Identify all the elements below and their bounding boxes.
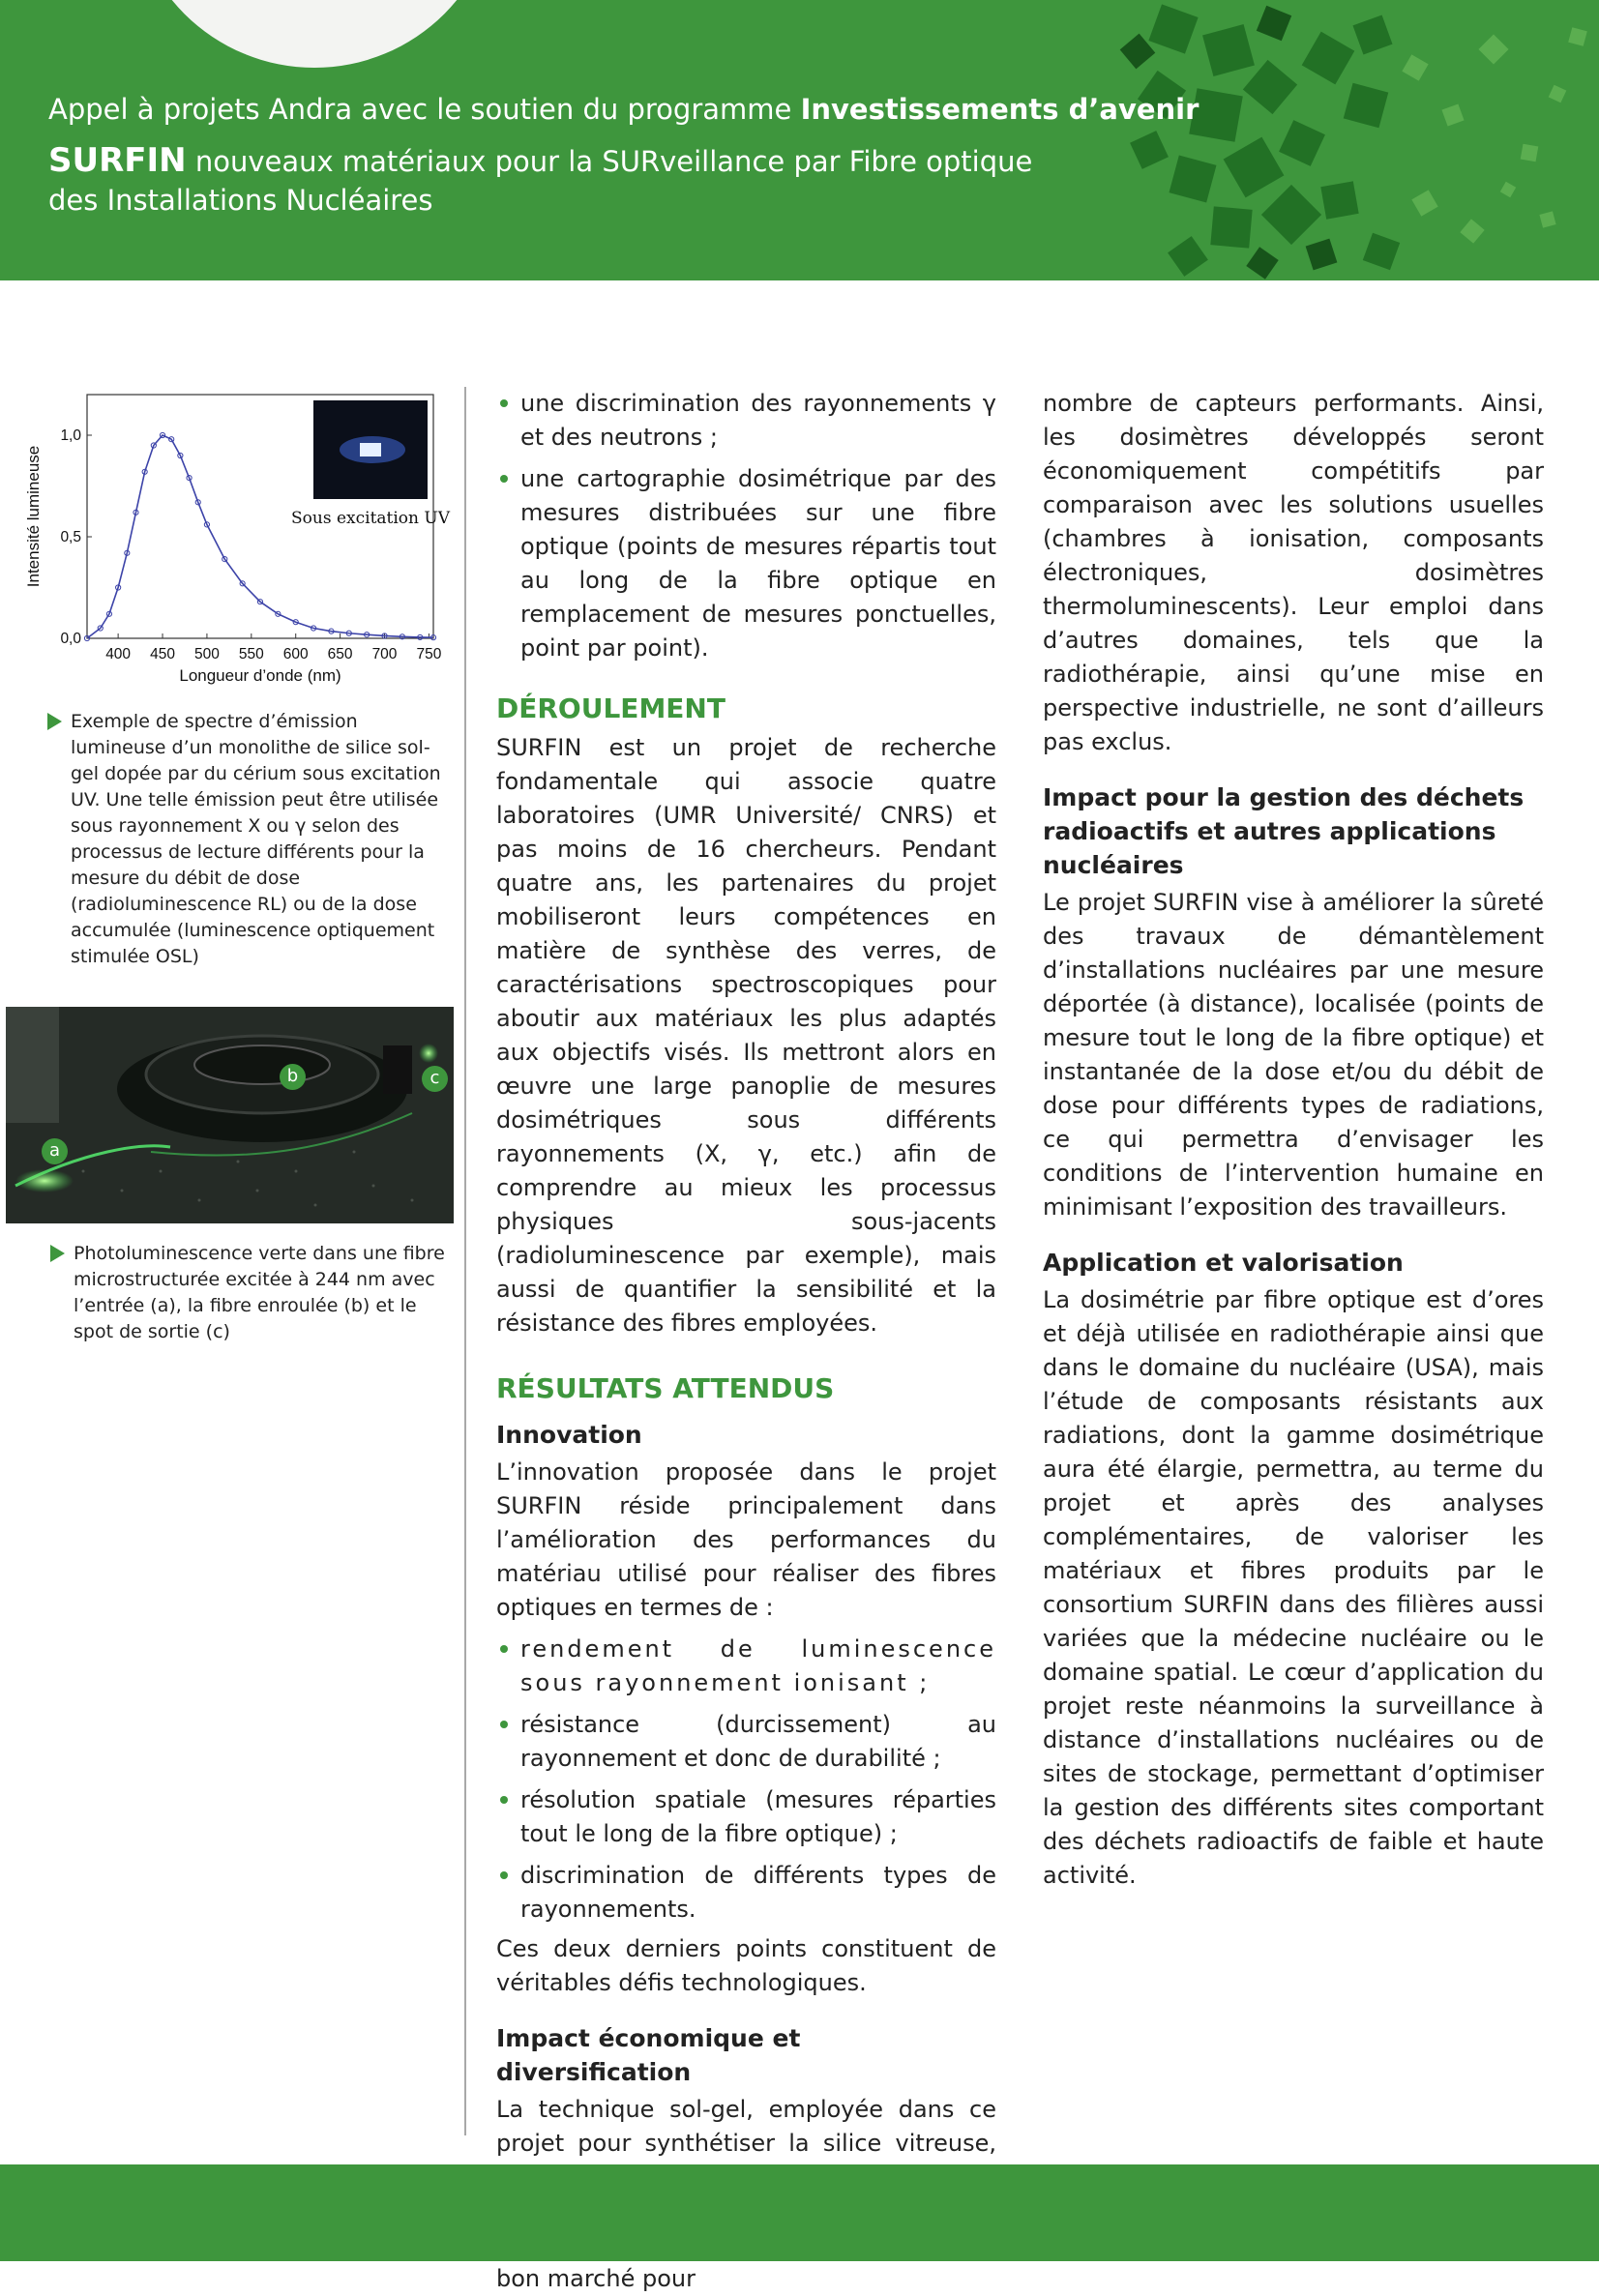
list-item: discrimination de différents types de rayonnements.: [496, 1859, 996, 1927]
figure2-caption: Photoluminescence verte dans une fibre microstructurée excitée à 244 nm avec l’entrée (a), la fibre enroulée (b) et le spot de sortie (c): [74, 1241, 460, 1345]
paragraph-deroulement: SURFIN est un projet de recherche fondamentale qui associe quatre laboratoires (UMR Université/ CNRS) et pas moins de 16 chercheurs. Pendant quatre ans, les partenaires du projet mobiliseront leurs compétences en matière de synthèse des verres, de caractérisations spectroscopiques pour aboutir aux matériaux les plus adaptés aux objectifs visés. Ils mettront alors en œuvre une large panoplie de mesures dosimétriques sous différents rayonnements (X, γ, etc.) afin de comprendre au mieux les processus physiques sous-jacents (radioluminescence par exemple), mais aussi de quantifier la sensibilité et la résistance des fibres employées.: [496, 734, 996, 1337]
heading-impact-gestion: Impact pour la gestion des déchets radioactifs et autres applications nucléaires: [1043, 783, 1525, 879]
header-banner: [0, 0, 1599, 280]
figure1-caption: Exemple de spectre d’émission lumineuse d’un monolithe de silice sol-gel dopée par du cérium sous excitation UV. Une telle émission peut être utilisée sous rayonnement X ou γ selon des processus de lecture différents pour la mesure du débit de dose (radioluminescence RL) ou de la dose accumulée (luminescence optiquement stimulée OSL): [71, 709, 458, 970]
y-tick-label: 0,5: [60, 529, 81, 545]
right-column: [1043, 387, 1544, 1893]
paragraph-impact-gestion: Le projet SURFIN vise à améliorer la sûreté des travaux de démantèlement d’installations nucléaires par une mesure déportée (à distance), localisée (points de mesure tout le long de la fibre optique) et instantanée de la dose et/ou du débit de dose pour différents types de radiations, ce qui permettra d’envisager les conditions de l’intervention humaine en minimisant l’exposition des travailleurs.: [1043, 889, 1544, 1221]
list-item: une cartographie dosimétrique par des mesures distribuées sur une fibre optique (points de mesures répartis tout au long de la fibre optique en remplacement de mesures ponctuelles, point par point).: [496, 462, 996, 665]
chart-annotation: Sous excitation UV: [291, 509, 450, 528]
header-circle-decoration: [131, 0, 498, 68]
y-tick-label: 0,0: [60, 631, 81, 647]
paragraph-defis: Ces deux derniers points constituent de véritables défis technologiques.: [496, 1935, 996, 1996]
x-tick-label: 400: [105, 646, 132, 662]
head-silhouette-icon: [1115, 0, 1599, 280]
marker-a: a: [42, 1138, 68, 1164]
middle-column: [496, 387, 996, 2296]
paragraph-continuation: nombre de capteurs performants. Ainsi, les dosimètres développés seront économiquement compétitifs par comparaison avec les solutions usuelles (chambres à ionisation, composants électroniques, dosimètres thermoluminescents). Leur emploi dans d’autres domaines, tels que la radiothérapie, ainsi qu’une mise en perspective industrielle, ne sont d’ailleurs pas exclus.: [1043, 390, 1544, 755]
heading-innovation: Innovation: [496, 1421, 642, 1449]
x-tick-label: 750: [416, 646, 442, 662]
x-tick-label: 700: [371, 646, 398, 662]
x-axis-label: Longueur d’onde (nm): [179, 666, 341, 685]
emission-spectrum-chart: [19, 387, 455, 696]
list-item: une discrimination des rayonnements γ et des neutrons ;: [496, 387, 996, 455]
caption-arrow-icon: [47, 713, 62, 730]
x-tick-label: 450: [150, 646, 175, 662]
inset-sample: [360, 443, 381, 456]
list-item: rendement de luminescence sous rayonnement ionisant ;: [496, 1633, 996, 1700]
list-item: résistance (durcissement) au rayonnement et donc de durabilité ;: [496, 1708, 996, 1776]
column-divider: [464, 387, 466, 2135]
heading-deroulement: DÉROULEMENT: [496, 692, 725, 724]
project-name: SURFIN: [48, 141, 187, 180]
list-item: résolution spatiale (mesures réparties tout le long de la fibre optique) ;: [496, 1783, 996, 1851]
heading-application: Application et valorisation: [1043, 1249, 1404, 1277]
heading-impact-economique: Impact économique et diversification: [496, 2024, 801, 2086]
bullet-list-innovation: [496, 1633, 996, 1927]
x-tick-label: 550: [238, 646, 264, 662]
paragraph-application: La dosimétrie par fibre optique est d’ores et déjà utilisée en radiothérapie ainsi que dans le domaine du nucléaire (USA), mais l’étude de composants résistants aux radiations, dont la gamme dosimétrique aura été élargie, permettra, au terme du projet et après des analyses complémentaires, de valoriser les matériaux et fibres produits par le consortium SURFIN dans des filières aussi variées que la médecine nucléaire ou le domaine spatial. Le cœur d’application du projet reste néanmoins la surveillance à distance d’installations nucléaires ou de sites de stockage, permettant d’optimiser la gestion des différents sites comportant des déchets radioactifs de faible et haute activité.: [1043, 1286, 1544, 1889]
marker-c: c: [422, 1066, 448, 1092]
y-axis-label: Intensité lumineuse: [24, 445, 43, 588]
paragraph-impact-economique: La technique sol-gel, employée dans ce projet pour synthétiser la silice vitreuse, bon marché pour: [496, 2096, 996, 2292]
paragraph-innovation: L’innovation proposée dans le projet SURFIN réside principalement dans l’amélioration des performances du matériau utilisé pour réaliser des fibres optiques en termes de :: [496, 1458, 996, 1621]
fiber-photo-illustration: [6, 1007, 454, 1223]
fiber-photo: [6, 1007, 454, 1223]
bullet-list-top: [496, 387, 996, 665]
y-tick-label: 1,0: [60, 427, 81, 444]
x-tick-label: 500: [193, 646, 220, 662]
header-intro: Appel à projets Andra avec le soutien du programme Investissements d’avenir: [48, 93, 1199, 126]
marker-b: b: [280, 1064, 306, 1090]
footer-band: [0, 2164, 1599, 2261]
header-title: SURFIN nouveaux matériaux pour la SURveillance par Fibre optique des Installations Nucléaires: [48, 141, 1033, 217]
heading-resultats: RÉSULTATS ATTENDUS: [496, 1372, 835, 1404]
x-tick-label: 600: [282, 646, 309, 662]
x-tick-label: 650: [327, 646, 353, 662]
caption-arrow-icon: [50, 1245, 65, 1262]
